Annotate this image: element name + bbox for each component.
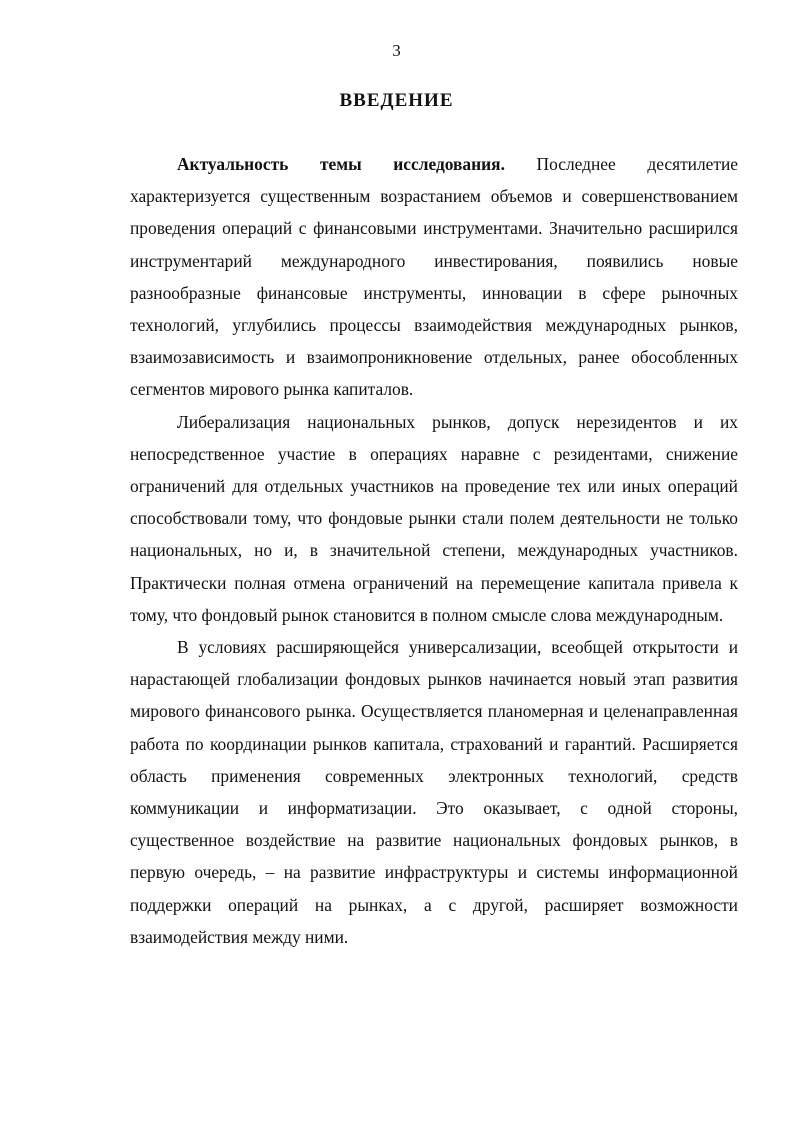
paragraph [130, 406, 738, 631]
page-number: 3 [392, 41, 401, 60]
body-text [130, 148, 738, 953]
paragraph-text: В условиях расширяющейся универсализации, всеобщей открытости и нарастающей глобализации фондовых рынков начинается новый этап развития мирового финансового рынка. Осуществляется планомерная и целенаправленная работа по координации рынков капитала, страхований и гарантий. Расширяется область применения современных электронных технологий, средств коммуникации и информатизации. Это оказывает, с одной стороны, существенное воздействие на развитие национальных фондовых рынков, в первую очередь, – на развитие инфраструктуры и системы информационной поддержки операций на рынках, а с другой, расширяет возможности взаимодействия между ними. [130, 637, 738, 947]
paragraph-text: Последнее десятилетие характеризуется существенным возрастанием объемов и совершенствованием проведения операций с финансовыми инструментами. Значительно расширился инструментарий международного инвестирования, появились новые разнообразные финансовые инструменты, инновации в сфере рыночных технологий, углубились процессы взаимодействия международных рынков, взаимозависимость и взаимопроникновение отдельных, ранее обособленных сегментов мирового рынка капиталов. [130, 154, 738, 400]
paragraph-text: Либерализация национальных рынков, допуск нерезидентов и их непосредственное участие в операциях наравне с резидентами, снижение ограничений для отдельных участников на проведение тех или иных операций способствовали тому, что фондовые рынки стали полем деятельности не только национальных, но и, в значительной степени, международных участников. Практически полная отмена ограничений на перемещение капитала привела к тому, что фондовый рынок становится в полном смысле слова международным. [130, 411, 738, 625]
paragraph-lead: Актуальность темы исследования. [177, 154, 505, 174]
paragraph [130, 631, 738, 953]
section-title: ВВЕДЕНИЕ [339, 90, 454, 111]
paragraph [130, 148, 738, 406]
